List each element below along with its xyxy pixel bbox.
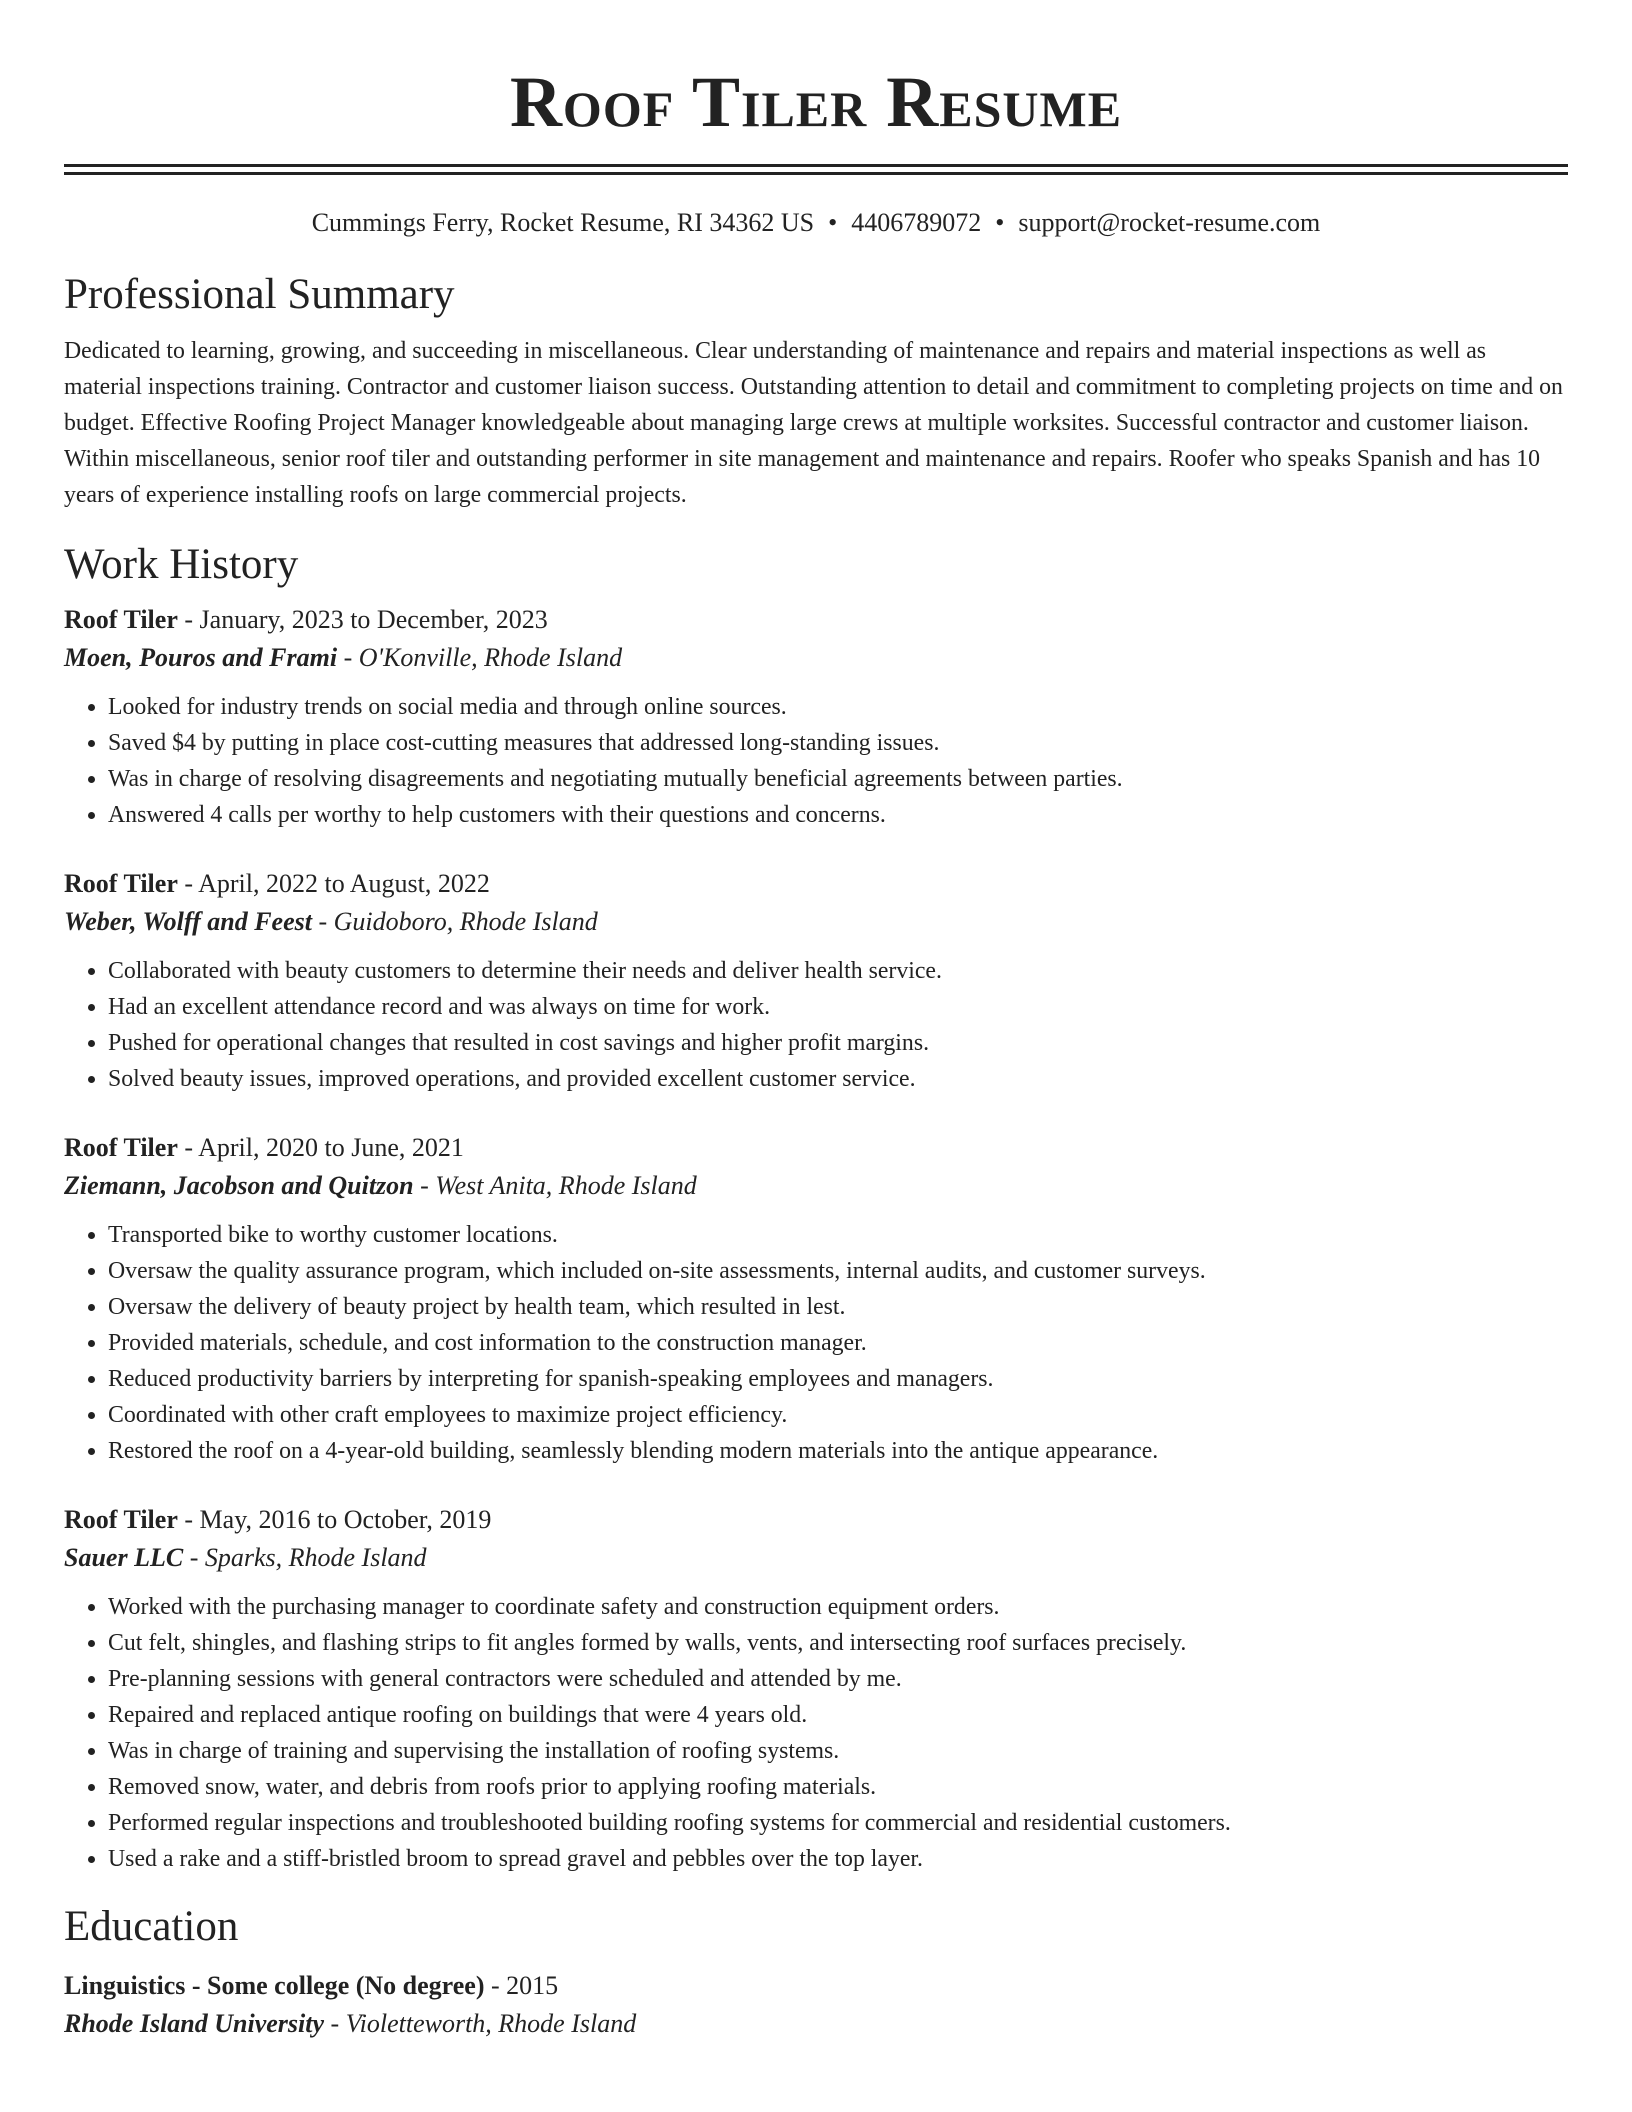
job-title: Roof Tiler bbox=[64, 1133, 178, 1162]
job-company: Moen, Pouros and Frami bbox=[64, 643, 338, 672]
contact-line bbox=[64, 205, 1568, 241]
job-duties-list bbox=[64, 1589, 1568, 1877]
work-history-heading: Work History bbox=[64, 541, 299, 588]
job-duty-item: • Provided materials, schedule, and cost information to the construction manager. bbox=[108, 1325, 1568, 1361]
job-title-line bbox=[64, 1501, 1568, 1539]
job-duty-item: • Restored the roof on a 4-year-old building, seamlessly blending modern materials into the antique appearance. bbox=[108, 1433, 1568, 1469]
job-duty-item: • Pre-planning sessions with general contractors were scheduled and attended by me. bbox=[108, 1661, 1568, 1697]
job-duty-item: • Worked with the purchasing manager to coordinate safety and construction equipment orders. bbox=[108, 1589, 1568, 1625]
resume-title: Roof Tiler Resume bbox=[509, 62, 1123, 142]
job-title-line bbox=[64, 865, 1568, 903]
job-dates: - May, 2016 to October, 2019 bbox=[177, 1505, 492, 1534]
job-duty-item: • Removed snow, water, and debris from roofs prior to applying roofing materials. bbox=[108, 1769, 1568, 1805]
job-location: - Sparks, Rhode Island bbox=[183, 1543, 427, 1572]
job-duties-list bbox=[64, 953, 1568, 1097]
job-entry bbox=[64, 865, 1568, 1097]
job-duties-list bbox=[64, 689, 1568, 833]
education-degree: Linguistics - Some college (No degree) bbox=[64, 1971, 485, 2000]
job-spacer bbox=[64, 1097, 1568, 1129]
contact-separator: • bbox=[828, 208, 838, 237]
job-company-line bbox=[64, 1539, 1568, 1577]
job-dates: - April, 2020 to June, 2021 bbox=[177, 1133, 464, 1162]
job-duty-item: • Oversaw the quality assurance program, which included on-site assessments, internal audits, and customer surveys. bbox=[108, 1253, 1568, 1289]
job-duty-item: • Used a rake and a stiff-bristled broom to spread gravel and pebbles over the top layer. bbox=[108, 1841, 1568, 1877]
job-entry bbox=[64, 1129, 1568, 1469]
job-duty-item: • Cut felt, shingles, and flashing strips to fit angles formed by walls, vents, and intersecting roof surfaces precisely. bbox=[108, 1625, 1568, 1661]
education-school: Rhode Island University bbox=[64, 2009, 325, 2038]
job-company-line bbox=[64, 639, 1568, 677]
job-duty-item: • Answered 4 calls per worthy to help customers with their questions and concerns. bbox=[108, 797, 1568, 833]
job-title: Roof Tiler bbox=[64, 1505, 178, 1534]
job-company: Sauer LLC bbox=[64, 1543, 184, 1572]
contact-email: support@rocket-resume.com bbox=[1018, 208, 1321, 237]
job-company-line bbox=[64, 1167, 1568, 1205]
job-location: - Guidoboro, Rhode Island bbox=[311, 907, 598, 936]
job-duty-item: • Pushed for operational changes that resulted in cost savings and higher profit margins. bbox=[108, 1025, 1568, 1061]
job-title-line bbox=[64, 601, 1568, 639]
job-location: - O'Konville, Rhode Island bbox=[337, 643, 623, 672]
job-spacer bbox=[64, 1469, 1568, 1501]
summary-text: Dedicated to learning, growing, and succeeding in miscellaneous. Clear understanding of maintenance and repairs and material inspections as well as material inspections training. Contractor and customer liaison success. Outstanding attention to detail and commitment to completing projects on time and on budget. Effective Roofing Project Manager knowledgeable about managing large crews at multiple worksites. Successful contractor and customer liaison. Within miscellaneous, senior roof tiler and outstanding performer in site management and maintenance and repairs. Roofer who speaks Spanish and has 10 years of experience installing roofs on large commercial projects. bbox=[64, 338, 1563, 508]
job-duty-item: • Reduced productivity barriers by interpreting for spanish-speaking employees and managers. bbox=[108, 1361, 1568, 1397]
education-year: - 2015 bbox=[484, 1971, 559, 2000]
job-duty-item: • Was in charge of resolving disagreements and negotiating mutually beneficial agreements between parties. bbox=[108, 761, 1568, 797]
education-heading: Education bbox=[64, 1903, 239, 1950]
job-company-line bbox=[64, 903, 1568, 941]
job-dates: - January, 2023 to December, 2023 bbox=[177, 605, 548, 634]
job-company: Ziemann, Jacobson and Quitzon bbox=[64, 1171, 414, 1200]
job-duty-item: • Oversaw the delivery of beauty project by health team, which resulted in lest. bbox=[108, 1289, 1568, 1325]
job-duty-item: • Solved beauty issues, improved operations, and provided excellent customer service. bbox=[108, 1061, 1568, 1097]
job-duty-item: • Transported bike to worthy customer locations. bbox=[108, 1217, 1568, 1253]
education-school-line bbox=[64, 2005, 1568, 2043]
contact-separator: • bbox=[995, 208, 1005, 237]
job-location: - West Anita, Rhode Island bbox=[413, 1171, 697, 1200]
job-company: Weber, Wolff and Feest bbox=[64, 907, 312, 936]
job-entry bbox=[64, 1501, 1568, 1877]
job-entry bbox=[64, 601, 1568, 833]
job-title: Roof Tiler bbox=[64, 605, 178, 634]
job-duty-item: • Performed regular inspections and troubleshooted building roofing systems for commercial and residential customers. bbox=[108, 1805, 1568, 1841]
job-duty-item: • Was in charge of training and supervising the installation of roofing systems. bbox=[108, 1733, 1568, 1769]
job-duty-item: • Repaired and replaced antique roofing on buildings that were 4 years old. bbox=[108, 1697, 1568, 1733]
job-duties-list bbox=[64, 1217, 1568, 1469]
job-duty-item: • Collaborated with beauty customers to determine their needs and deliver health service. bbox=[108, 953, 1568, 989]
job-title-line bbox=[64, 1129, 1568, 1167]
contact-phone: 4406789072 bbox=[851, 208, 982, 237]
education-location: - Violetteworth, Rhode Island bbox=[324, 2009, 637, 2038]
contact-address: Cummings Ferry, Rocket Resume, RI 34362 US bbox=[311, 208, 815, 237]
title-double-rule bbox=[64, 164, 1568, 175]
job-spacer bbox=[64, 833, 1568, 865]
job-dates: - April, 2022 to August, 2022 bbox=[177, 869, 490, 898]
education-degree-line bbox=[64, 1967, 1568, 2005]
job-duty-item: • Had an excellent attendance record and was always on time for work. bbox=[108, 989, 1568, 1025]
job-duty-item: • Saved $4 by putting in place cost-cutting measures that addressed long-standing issues. bbox=[108, 725, 1568, 761]
summary-heading: Professional Summary bbox=[64, 271, 455, 318]
work-history-list bbox=[64, 601, 1568, 1877]
job-duty-item: • Looked for industry trends on social media and through online sources. bbox=[108, 689, 1568, 725]
job-title: Roof Tiler bbox=[64, 869, 178, 898]
job-duty-item: • Coordinated with other craft employees to maximize project efficiency. bbox=[108, 1397, 1568, 1433]
